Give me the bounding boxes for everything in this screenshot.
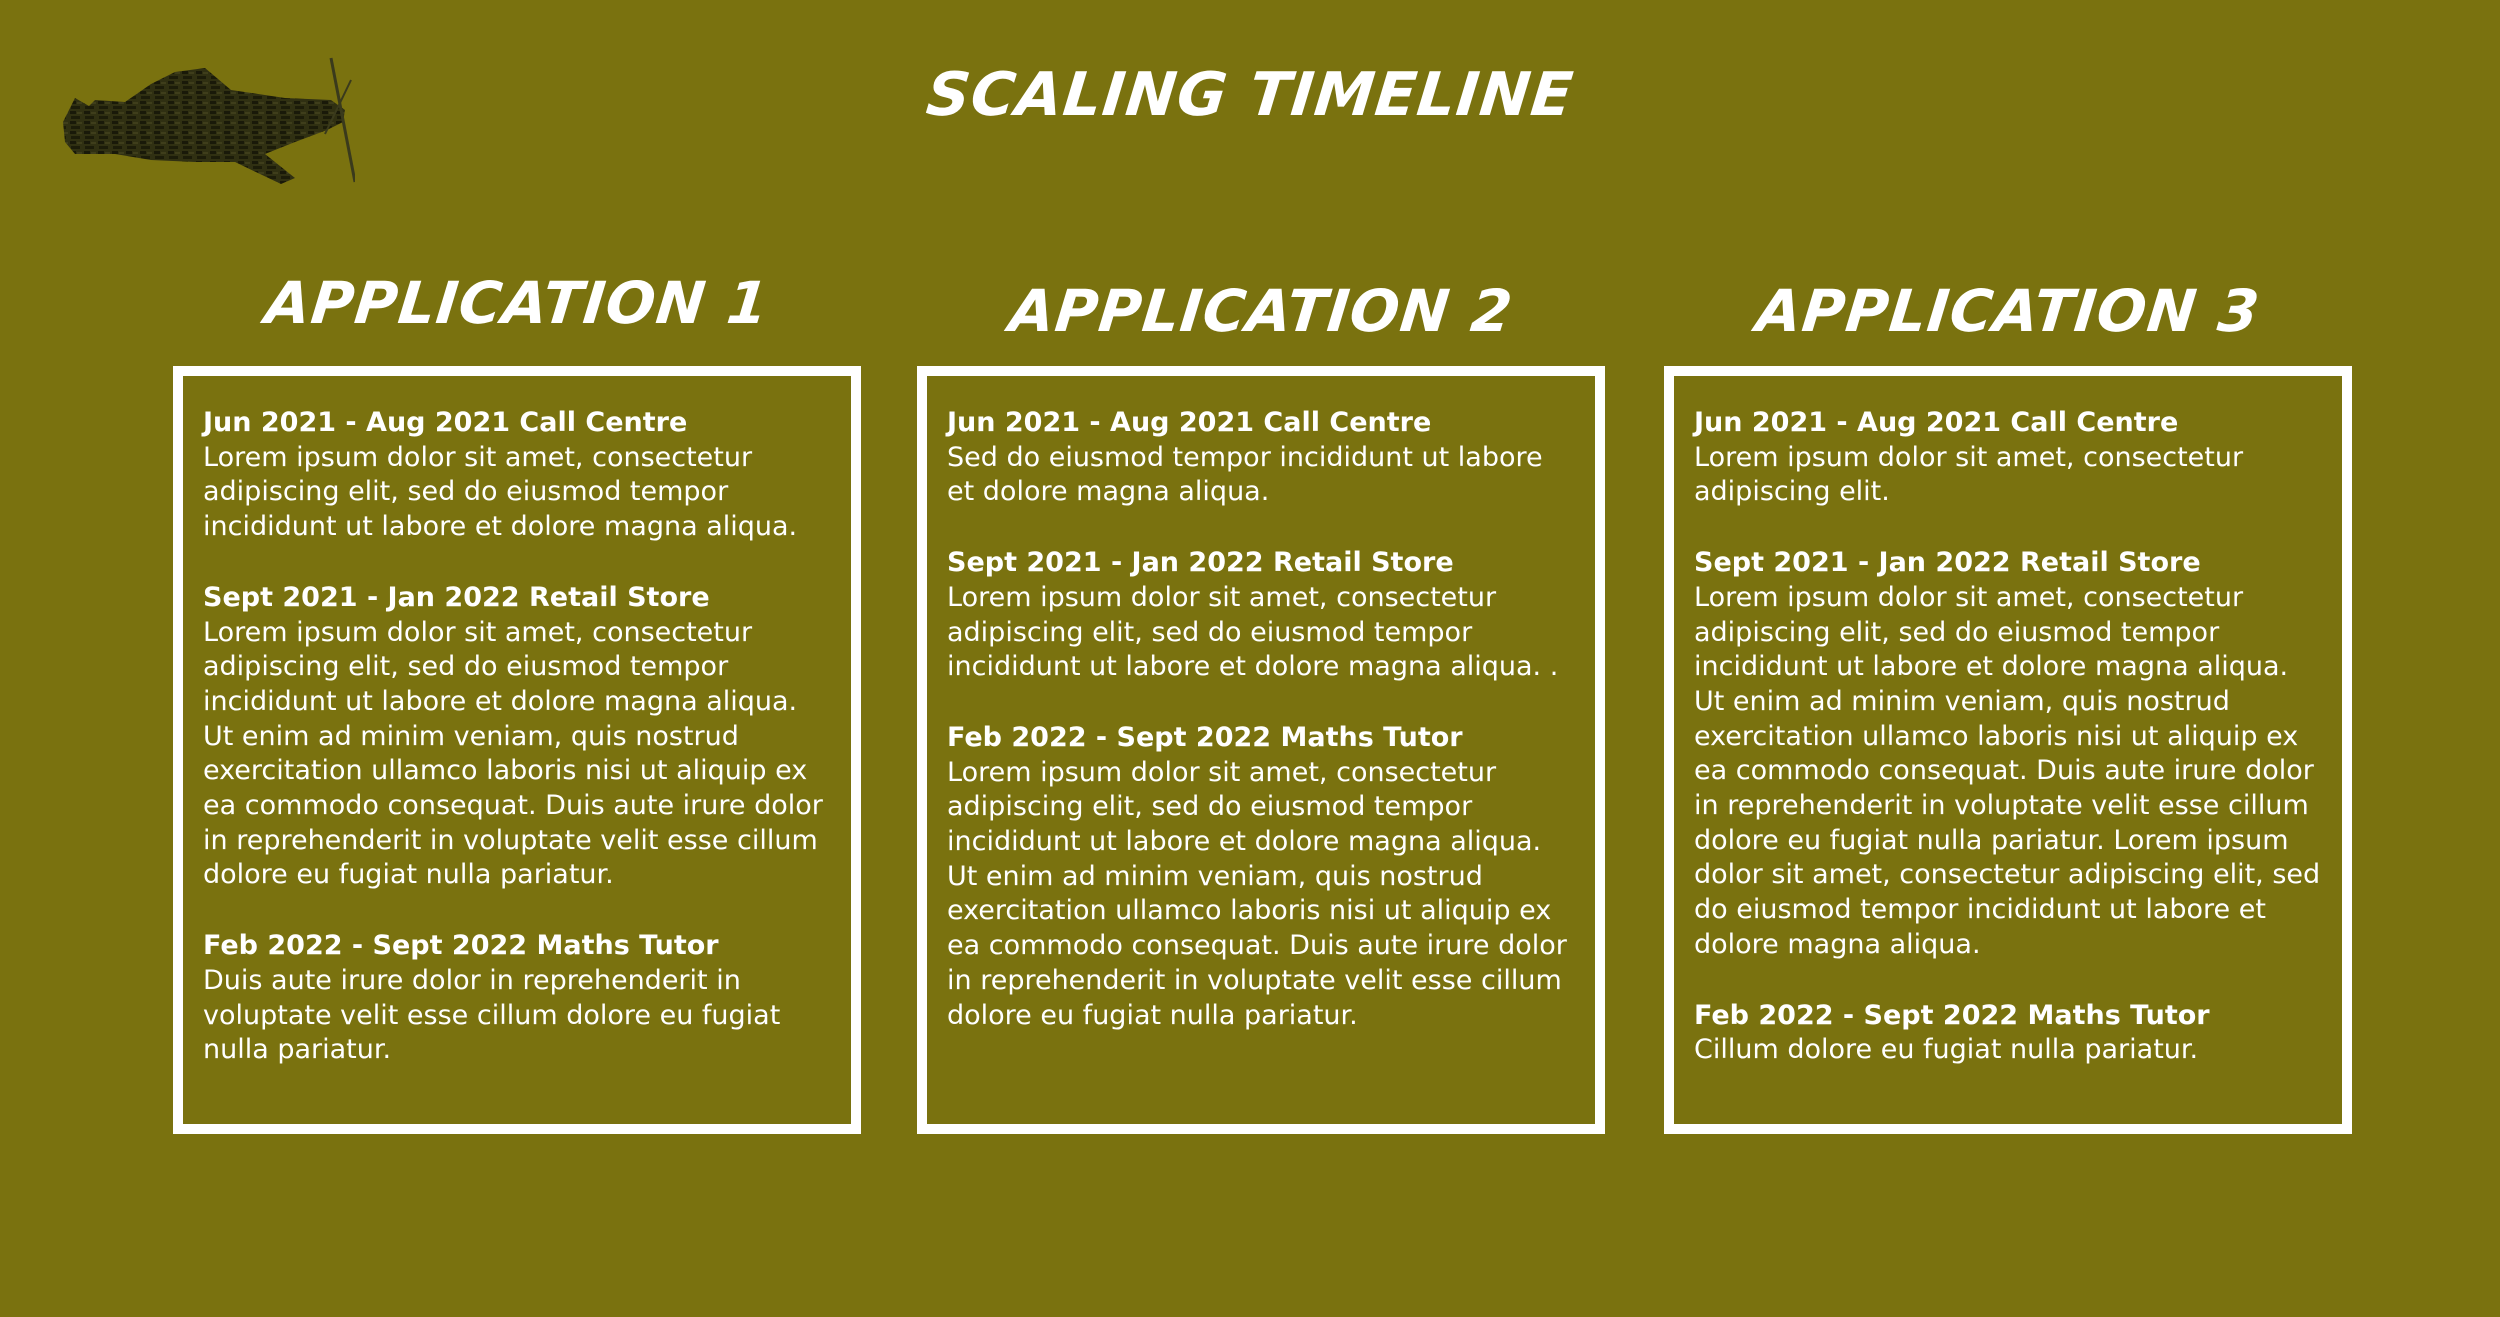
timeline-column-application-3: [1664, 366, 2352, 1134]
timeline-column-application-1: [173, 366, 861, 1134]
timeline-entry: [1694, 999, 2322, 1068]
entry-title: Jun 2021 - Aug 2021 Call Centre: [947, 407, 1432, 438]
entry-title: Feb 2022 - Sept 2022 Maths Tutor: [203, 930, 719, 962]
entry-title: Feb 2022 - Sept 2022 Maths Tutor: [1694, 999, 2210, 1031]
timeline-entry: [1694, 406, 2322, 510]
timeline-entry: [947, 721, 1575, 1033]
column-heading-application-3: APPLICATION 3: [1753, 277, 2264, 345]
timeline-entry: [203, 581, 831, 893]
column-heading-application-1: APPLICATION 1: [262, 269, 773, 337]
entry-body: Lorem ipsum dolor sit amet, consectetur adipiscing elit, sed do eiusmod tempor incididunt ut labore et dolore magna aliqua. Ut enim ad minim veniam, quis nostrud exercitation ullamco laboris nisi ut aliquip ex ea commodo consequat. Duis aute irure dolor in reprehenderit in voluptate velit esse cillum dolore eu fugiat nulla pariatur. Lorem ipsum dolor sit amet, consectetur adipiscing elit, sed do eiusmod tempor incididunt ut labore et dolore magna aliqua.: [1694, 581, 2321, 960]
timeline-entry: [947, 546, 1575, 685]
entry-title: Feb 2022 - Sept 2022 Maths Tutor: [947, 721, 1463, 753]
timeline-entry: [1694, 546, 2322, 962]
entry-title: Jun 2021 - Aug 2021 Call Centre: [1694, 407, 2179, 438]
entry-body: Lorem ipsum dolor sit amet, consectetur adipiscing elit, sed do eiusmod tempor incididunt ut labore et dolore magna aliqua. Ut enim ad minim veniam, quis nostrud exercitation ullamco laboris nisi ut aliquip ex ea commodo consequat. Duis aute irure dolor in reprehenderit in voluptate velit esse cillum dolore eu fugiat nulla pariatur.: [947, 756, 1567, 1031]
page-title: SCALING TIMELINE: [923, 60, 1577, 130]
entry-body: Lorem ipsum dolor sit amet, consectetur adipiscing elit, sed do eiusmod tempor incididunt ut labore et dolore magna aliqua. .: [947, 581, 1559, 683]
column-heading-application-2: APPLICATION 2: [1006, 277, 1517, 345]
entry-title: Sept 2021 - Jan 2022 Retail Store: [947, 547, 1454, 579]
entry-title: Sept 2021 - Jan 2022 Retail Store: [203, 581, 710, 613]
timeline-column-application-2: [917, 366, 1605, 1134]
entry-body: Sed do eiusmod tempor incididunt ut labore et dolore magna aliqua.: [947, 441, 1543, 508]
entry-body: Lorem ipsum dolor sit amet, consectetur adipiscing elit, sed do eiusmod tempor incididunt ut labore et dolore magna aliqua. Ut enim ad minim veniam, quis nostrud exercitation ullamco laboris nisi ut aliquip ex ea commodo consequat. Duis aute irure dolor in reprehenderit in voluptate velit esse cillum dolore eu fugiat nulla pariatur.: [203, 616, 823, 891]
entry-title: Jun 2021 - Aug 2021 Call Centre: [203, 407, 688, 438]
timeline-entry: [203, 929, 831, 1068]
entry-body: Duis aute irure dolor in reprehenderit in voluptate velit esse cillum dolore eu fugiat nulla pariatur.: [203, 964, 781, 1066]
entry-body: Lorem ipsum dolor sit amet, consectetur adipiscing elit.: [1694, 441, 2244, 508]
entry-title: Sept 2021 - Jan 2022 Retail Store: [1694, 547, 2201, 579]
timeline-entry: [947, 406, 1575, 510]
entry-body: Cillum dolore eu fugiat nulla pariatur.: [1694, 1034, 2199, 1066]
timeline-entry: [203, 406, 831, 545]
entry-body: Lorem ipsum dolor sit amet, consectetur adipiscing elit, sed do eiusmod tempor incididunt ut labore et dolore magna aliqua.: [203, 441, 798, 543]
